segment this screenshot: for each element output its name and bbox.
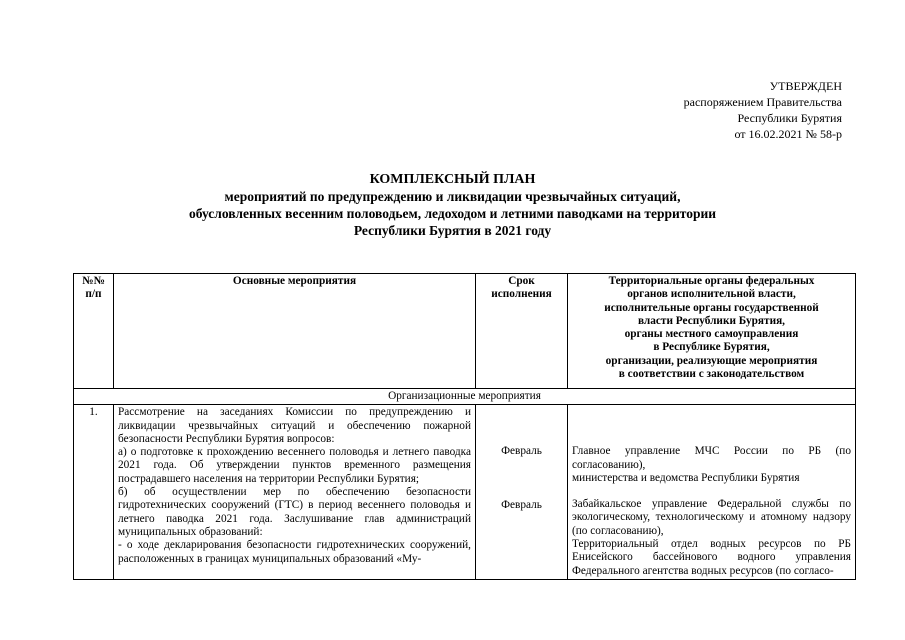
- row-date: [476, 405, 568, 580]
- org-item-b1: Забайкальское управление Федеральной службы по экологическому, технологическому и атомному надзору (по согласованию),: [572, 498, 851, 537]
- header-num-line1: №№: [82, 275, 105, 287]
- date-item-b: Февраль: [501, 498, 542, 511]
- date-spacer: [480, 406, 563, 445]
- header-activity: Основные мероприятия: [114, 274, 476, 389]
- row-org: [568, 405, 856, 580]
- title-sub-3: Республики Бурятия в 2021 году: [353, 223, 552, 238]
- section-title: Организационные мероприятия: [74, 389, 856, 405]
- header-date: [476, 274, 568, 389]
- approval-line-order: распоряжением Правительства: [683, 95, 842, 109]
- header-org-line: организации, реализующие мероприятия: [605, 354, 818, 367]
- header-org-line: в соответствии с законодательством: [618, 368, 805, 381]
- header-num-line2: п/п: [85, 288, 102, 301]
- activity-item-b: б) об осуществлении мер по обеспечению безопасности гидротехнических сооружений (ГТС) в период весеннего половодья и летнего паводка 2021 года. Заслушивание глав администраций муниципальных образований:: [118, 486, 471, 538]
- header-num: [74, 274, 114, 389]
- row-number: 1.: [74, 405, 114, 580]
- activity-item-b-sub: - о ходе декларирования безопасности гидротехнических сооружений, расположенных в границах муниципальных образований «Му-: [118, 539, 471, 565]
- org-item-a2: министерства и ведомства Республики Бурятия: [572, 471, 800, 484]
- table-row: [74, 405, 856, 580]
- section-row: [74, 389, 856, 405]
- row-activity: [114, 405, 476, 580]
- header-org: [568, 274, 856, 389]
- table-header-row: [74, 274, 856, 389]
- header-org-line: Территориальные органы федеральных: [608, 275, 815, 287]
- approval-line-date: от 16.02.2021 № 58-р: [734, 127, 842, 141]
- approval-line-republic: Республики Бурятия: [737, 111, 842, 125]
- header-date-line1: Срок: [508, 275, 535, 287]
- date-item-a: Февраль: [501, 445, 542, 458]
- org-spacer: [572, 406, 851, 445]
- header-org-line: исполнительные органы государственной: [604, 301, 819, 314]
- header-org-line: в Республике Бурятия,: [653, 341, 770, 354]
- org-spacer: [572, 485, 851, 498]
- activity-item-a: а) о подготовке к прохождению весеннего половодья и летнего паводка 2021 года. Об утверждении пунктов временного размещения пострадавшего населения на территории Республики Бурятия;: [118, 446, 471, 485]
- header-date-line2: исполнения: [491, 288, 552, 301]
- activity-intro: Рассмотрение на заседаниях Комиссии по предупреждению и ликвидации чрезвычайных ситуаций и обеспечению пожарной безопасности Республики Бурятия вопросов:: [118, 406, 471, 445]
- header-org-line: органы местного самоуправления: [624, 328, 799, 341]
- plan-table: [73, 273, 856, 580]
- date-spacer: [480, 459, 563, 499]
- title-main: КОМПЛЕКСНЫЙ ПЛАН: [369, 172, 536, 187]
- header-org-line: власти Республики Бурятия,: [637, 314, 786, 327]
- header-org-line: органов исполнительной власти,: [627, 288, 796, 301]
- org-item-a1: Главное управление МЧС России по РБ (по согласованию),: [572, 445, 851, 471]
- document-title: [0, 171, 905, 239]
- title-sub-2: обусловленных весенним половодьем, ледоходом и летними паводками на территории: [188, 206, 717, 221]
- title-sub-1: мероприятий по предупреждению и ликвидации чрезвычайных ситуаций,: [224, 189, 681, 204]
- org-item-b2: Территориальный отдел водных ресурсов по РБ Енисейского бассейнового водного управления Федерального агентства водных ресурсов (по согласо-: [572, 538, 851, 577]
- approval-line-approved: УТВЕРЖДЕН: [769, 79, 842, 93]
- approval-stamp: [684, 78, 842, 142]
